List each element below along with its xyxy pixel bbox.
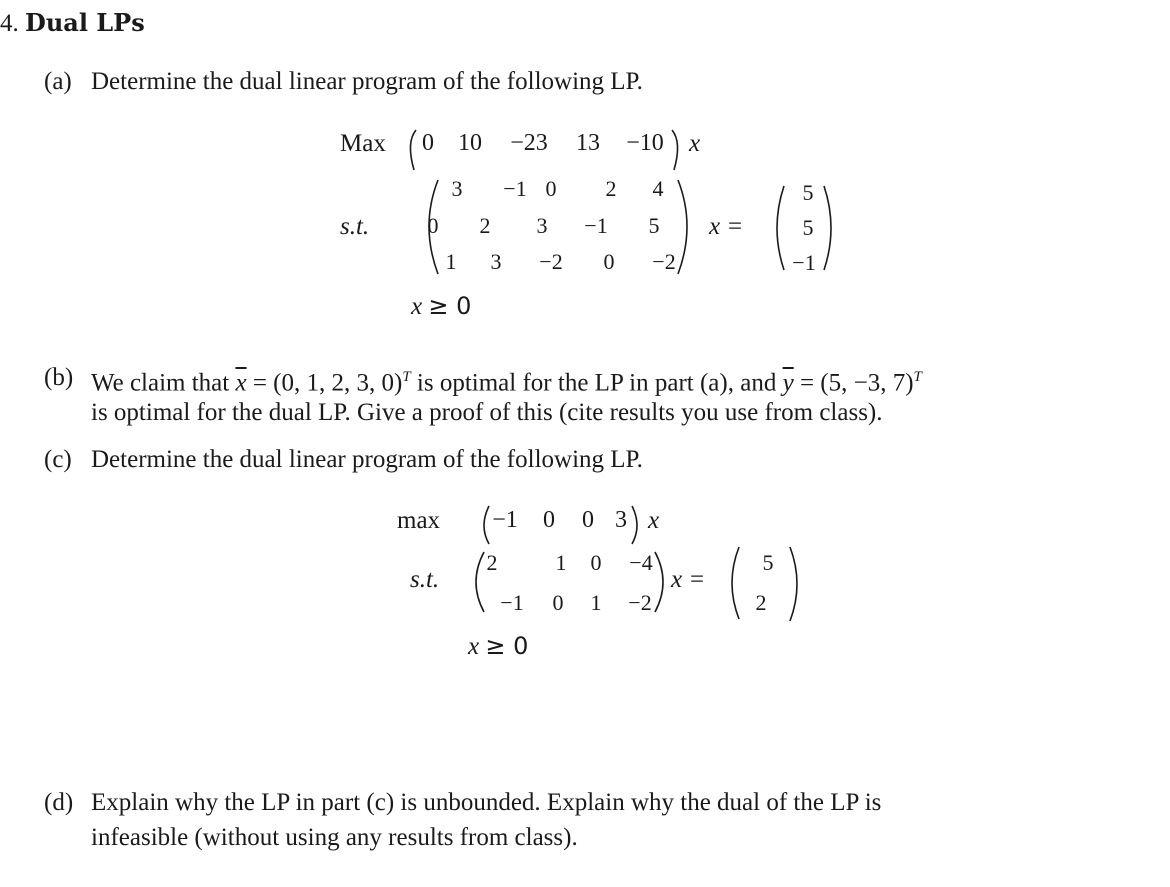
section-title <box>0 8 145 38</box>
lp-c-rhs-cell: 2 <box>755 590 767 615</box>
lp-a-matrix-cell: 0 <box>545 176 557 201</box>
lp-a-matrix-cell: 0 <box>603 249 615 274</box>
lp-c-obj-coeff: −1 <box>492 507 518 533</box>
lp-c-matrix-cell: 1 <box>590 590 602 615</box>
part-b-text-pre: We claim that <box>91 369 230 397</box>
lp-a-matrix-cell: −1 <box>584 213 608 238</box>
lp-c-rhs-cell: 5 <box>762 550 774 575</box>
lp-c-matrix-cell: 0 <box>590 550 602 575</box>
part-c-label: (c) <box>44 446 72 473</box>
lp-a-obj-coeff: −10 <box>626 130 664 156</box>
lp-c-nonneg <box>468 632 528 661</box>
lp-a-nonneg-sign: ≥ 0 <box>428 292 472 320</box>
lp-a-matrix-cell: 2 <box>605 176 617 201</box>
lp-a-matrix-cell: 1 <box>445 249 457 274</box>
lp-c-obj-coeff: 0 <box>582 507 594 533</box>
part-c-text: Determine the dual linear program of the following LP. <box>91 446 643 473</box>
lp-a-matrix-cell: 5 <box>648 213 660 238</box>
lp-a-matrix-cell: 4 <box>652 176 664 201</box>
lp-a-matrix-cell: 3 <box>536 213 548 238</box>
lp-c-matrix-cell: −1 <box>500 590 524 615</box>
lp-a-matrix-cell: −2 <box>652 249 676 274</box>
lp-c-st: s.t. <box>410 566 440 593</box>
part-a-label: (a) <box>44 68 72 95</box>
lp-a-matrix-cell: 2 <box>479 213 491 238</box>
lp-a-rhs-cell: 5 <box>802 215 814 240</box>
lp-c-matrix-cell: −2 <box>628 590 652 615</box>
lp-a-obj-coeff: 0 <box>422 130 434 156</box>
lp-c-nonneg-sign: ≥ 0 <box>485 632 529 660</box>
lp-c-obj-coeff: 0 <box>543 507 555 533</box>
lp-c-matrix-cell: −4 <box>629 550 653 575</box>
lp-c-obj-var: x <box>648 507 660 534</box>
part-d-line2: infeasible (without using any results from class). <box>91 824 578 851</box>
lp-c-matrix-cell: 1 <box>555 550 567 575</box>
lp-a-matrix-cell: 3 <box>490 249 502 274</box>
lp-a-matrix-cell: 0 <box>427 213 439 238</box>
part-a-text: Determine the dual linear program of the following LP. <box>91 68 643 95</box>
part-d-line1: Explain why the LP in part (c) is unbounded. Explain why the dual of the LP is <box>91 789 882 816</box>
lp-c-obj-coeff: 3 <box>615 507 627 533</box>
part-b-line2: is optimal for the dual LP. Give a proof of this (cite results you use from class). <box>91 399 883 426</box>
lp-a-objective-keyword: Max <box>340 130 386 157</box>
lp-c-obj-right-paren <box>630 504 644 546</box>
lp-a-matrix-cell: 3 <box>451 176 463 201</box>
lp-a-rhs-cell: 5 <box>802 180 814 205</box>
lp-a-matrix-cell: −2 <box>539 249 563 274</box>
lp-a-obj-coeff: −23 <box>510 130 548 156</box>
lp-a-eq: x = <box>709 213 744 240</box>
part-b-transpose: T <box>913 369 922 385</box>
lp-a-nonneg-var: x <box>411 293 423 320</box>
section-heading: Dual LPs <box>25 8 145 37</box>
part-b-text-mid: is optimal for the LP in part (a), and <box>410 369 783 397</box>
lp-c-matrix-cell: 2 <box>486 550 498 575</box>
lp-a-obj-coeff: 10 <box>458 130 482 156</box>
lp-a-obj-right-paren <box>670 128 684 172</box>
part-b-x-value: = (0, 1, 2, 3, 0) <box>246 369 403 397</box>
lp-a-rhs-cell: −1 <box>792 250 816 275</box>
part-d-label: (d) <box>44 789 74 816</box>
part-b-ybar: $\overline{y}$ <box>782 369 794 397</box>
lp-a-matrix-cell: −1 <box>503 176 527 201</box>
lp-c-eq: x = <box>671 566 706 593</box>
lp-a-obj-var: x <box>689 130 701 157</box>
part-b-y-value: = (5, −3, 7) <box>793 369 914 397</box>
section-number: 4. <box>0 10 19 37</box>
lp-c-objective-keyword: max <box>397 507 441 534</box>
part-b-label: (b) <box>44 364 74 391</box>
lp-a-nonneg <box>411 292 471 321</box>
part-b-transpose: T <box>402 369 411 385</box>
lp-c-matrix-cell: 0 <box>552 590 564 615</box>
lp-c-nonneg-var: x <box>468 633 480 660</box>
lp-a-obj-coeff: 13 <box>576 130 600 156</box>
part-b-xbar: $\overline{x}$ <box>235 369 247 397</box>
lp-a-st: s.t. <box>340 213 370 240</box>
